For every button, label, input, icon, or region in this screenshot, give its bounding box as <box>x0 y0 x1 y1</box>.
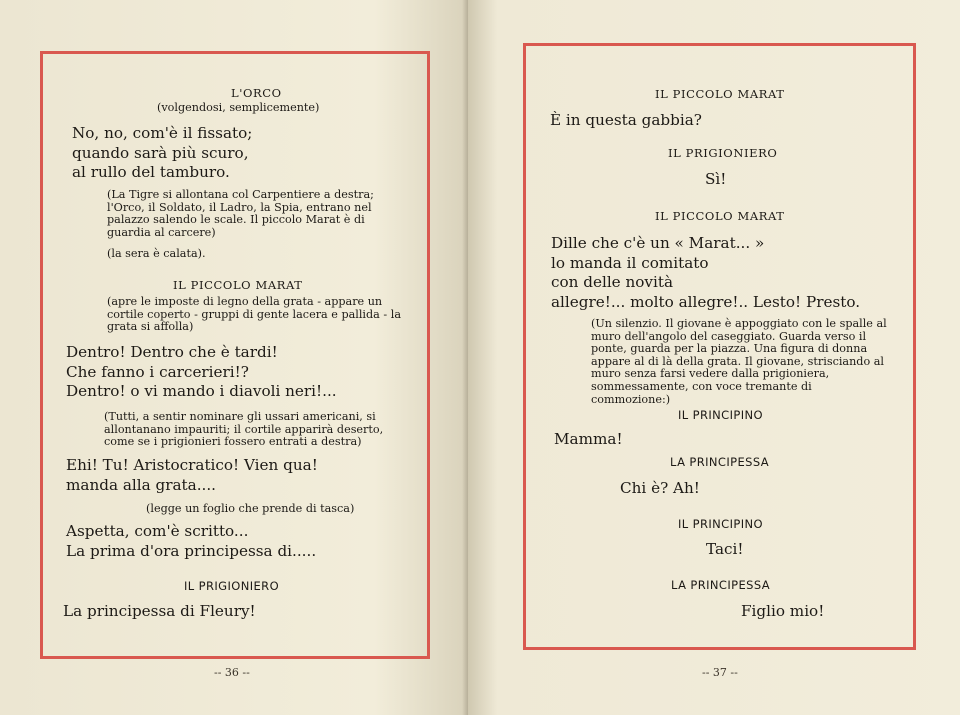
left-page <box>0 0 468 715</box>
verse-principessa-2: Figlio mio! <box>741 602 825 620</box>
verse-line: Ehi! Tu! Aristocratico! Vien qua! <box>66 456 318 474</box>
speaker-prigioniero: IL PRIGIONIERO <box>184 579 280 593</box>
verse-line: Che fanno i carcerieri!? <box>66 362 249 381</box>
verse-aspetta <box>66 522 316 561</box>
verse-orco <box>72 124 252 183</box>
verse-line: Dille che c'è un « Marat... » <box>551 234 765 252</box>
verse-marat-2 <box>551 234 860 312</box>
verse-principino-2: Taci! <box>706 540 744 558</box>
verse-line: allegre!... molto allegre!.. Lesto! Presto. <box>551 292 861 311</box>
stage-direction-2: (la sera è calata). <box>107 247 206 260</box>
speaker-prigioniero: IL PRIGIONIERO <box>668 146 778 160</box>
speaker-principessa-2: LA PRINCIPESSA <box>671 578 771 592</box>
verse-marat <box>66 343 337 402</box>
verse-line: con delle novità <box>551 273 674 291</box>
verse-line: manda alla grata.... <box>66 475 216 494</box>
verse-line: al rullo del tamburo. <box>72 163 230 181</box>
direction-orco: (volgendosi, semplicemente) <box>157 101 320 114</box>
speaker-marat: IL PICCOLO MARAT <box>173 278 303 292</box>
speaker-orco: L'ORCO <box>231 86 282 100</box>
verse-marat-1: È in questa gabbia? <box>550 111 702 129</box>
verse-line: Dentro! Dentro che è tardi! <box>66 343 278 361</box>
stage-direction: (Un silenzio. Il giovane è appoggiato con le spalle al muro dell'angolo del caseggiato. Guarda verso il ponte, guarda per la piazza. Una figura di donna appare al di là della grata. Il giovane, strisciando al muro senza farsi vedere dalla prigioniera, sommessamente, con voce tremante di commozione:) <box>591 317 887 406</box>
stage-direction-1: (La Tigre si allontana col Carpentiere a destra; l'Orco, il Soldato, il Ladro, la Spia, entrano nel palazzo salendo le scale. Il piccolo Marat è di guardia al carcere) <box>107 188 374 239</box>
speaker-principessa-1: LA PRINCIPESSA <box>670 455 770 469</box>
direction-marat: (apre le imposte di legno della grata - appare un cortile coperto - gruppi di gente lacera e pallida - la grata si affolla) <box>107 295 401 334</box>
speaker-marat-1: IL PICCOLO MARAT <box>655 87 785 101</box>
verse-aristocratico <box>66 456 318 495</box>
verse-line: quando sarà più scuro, <box>72 143 249 162</box>
stage-direction-3: (Tutti, a sentir nominare gli ussari americani, si allontanano impauriti; il cortile apparirà deserto, come se i prigionieri fossero entrati a destra) <box>104 410 384 449</box>
speaker-principino-2: IL PRINCIPINO <box>678 517 763 531</box>
speaker-marat-2: IL PICCOLO MARAT <box>655 209 785 223</box>
verse-line: Dentro! o vi mando i diavoli neri!... <box>66 382 337 400</box>
verse-line: Aspetta, com'è scritto... <box>66 522 249 540</box>
verse-principino-1: Mamma! <box>554 430 623 448</box>
speaker-principino-1: IL PRINCIPINO <box>678 408 763 422</box>
page-number-left: -- 36 -- <box>214 666 250 679</box>
verse-line: lo manda il comitato <box>551 253 709 272</box>
stage-direction-4: (legge un foglio che prende di tasca) <box>146 502 355 515</box>
page-number-right: -- 37 -- <box>702 666 738 679</box>
verse-prigioniero: Sì! <box>705 170 727 188</box>
verse-line: La prima d'ora principessa di..... <box>66 541 317 560</box>
verse-prigioniero: La principessa di Fleury! <box>63 602 256 620</box>
right-page <box>468 0 960 715</box>
verse-line: No, no, com'è il fissato; <box>72 124 253 142</box>
verse-principessa-1: Chi è? Ah! <box>620 479 700 497</box>
